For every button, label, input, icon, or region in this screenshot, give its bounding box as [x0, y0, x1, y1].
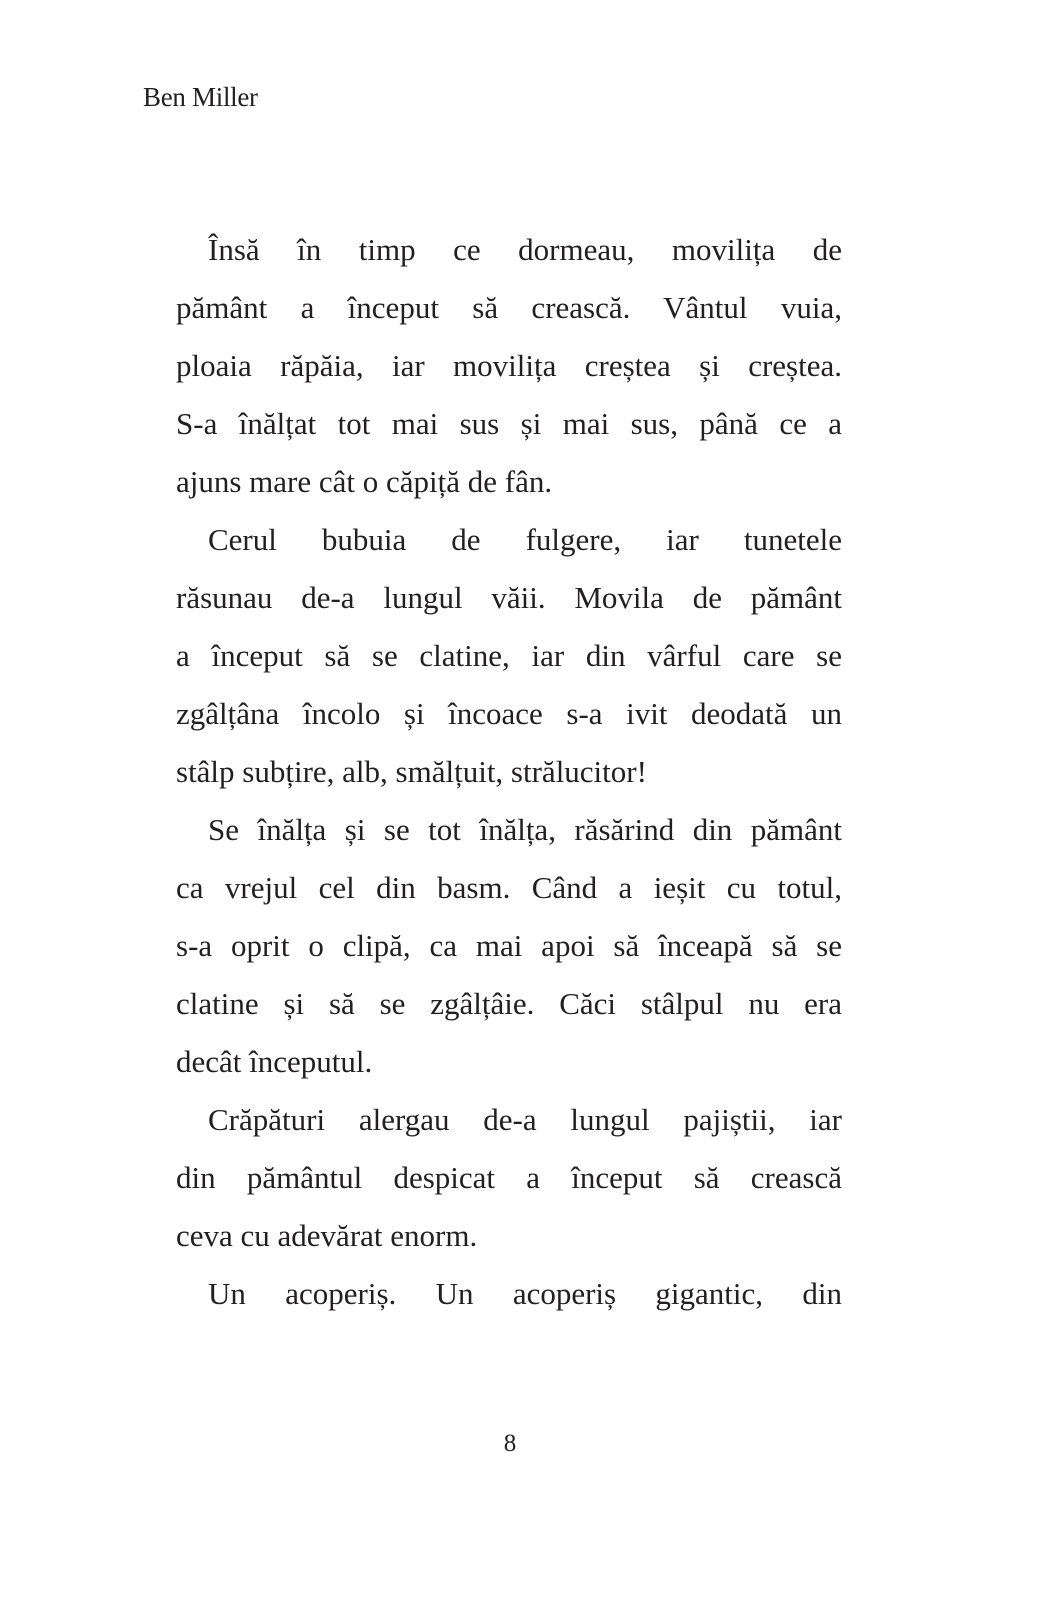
text-line: ajuns mare cât o căpiță de fân.	[176, 464, 553, 499]
text-line: Însă în timp ce dormeau, movilița de	[208, 232, 842, 267]
text-line: Crăpături alergau de-a lungul pajiștii, iar	[208, 1102, 842, 1137]
page-number: 8	[503, 1430, 517, 1457]
text-line: Cerul bubuia de fulgere, iar tunetele	[208, 522, 842, 557]
text-line: clatine și să se zgâlțâie. Căci stâlpul nu era	[176, 986, 842, 1021]
text-line: a început să se clatine, iar din vârful care se	[176, 638, 842, 673]
paragraph	[176, 1265, 842, 1323]
text-line: zgâlțâna încolo și încoace s-a ivit deodată un	[176, 696, 842, 731]
text-line: Se înălța și se tot înălța, răsărind din pământ	[208, 812, 842, 847]
text-line: din pământul despicat a început să crească	[176, 1160, 842, 1195]
text-line: s-a oprit o clipă, ca mai apoi să înceapă să se	[176, 928, 842, 963]
text-line: ploaia răpăia, iar movilița creștea și creștea.	[176, 348, 842, 383]
text-line: stâlp subțire, alb, smălțuit, strălucitor!	[176, 754, 647, 789]
paragraph	[176, 511, 842, 801]
text-line: decât începutul.	[176, 1044, 373, 1079]
running-header-author: Ben Miller	[143, 82, 258, 112]
paragraph	[176, 1091, 842, 1265]
text-line: S-a înălțat tot mai sus și mai sus, până ce a	[176, 406, 842, 441]
text-line: pământ a început să crească. Vântul vuia,	[176, 290, 842, 325]
text-line: Un acoperiș. Un acoperiș gigantic, din	[208, 1276, 842, 1311]
text-line: ca vrejul cel din basm. Când a ieșit cu totul,	[176, 870, 842, 905]
text-line: ceva cu adevărat enorm.	[176, 1218, 478, 1253]
text-line: răsunau de-a lungul văii. Movila de pământ	[176, 580, 842, 615]
body-text	[176, 221, 842, 1323]
paragraph	[176, 221, 842, 511]
paragraph	[176, 801, 842, 1091]
